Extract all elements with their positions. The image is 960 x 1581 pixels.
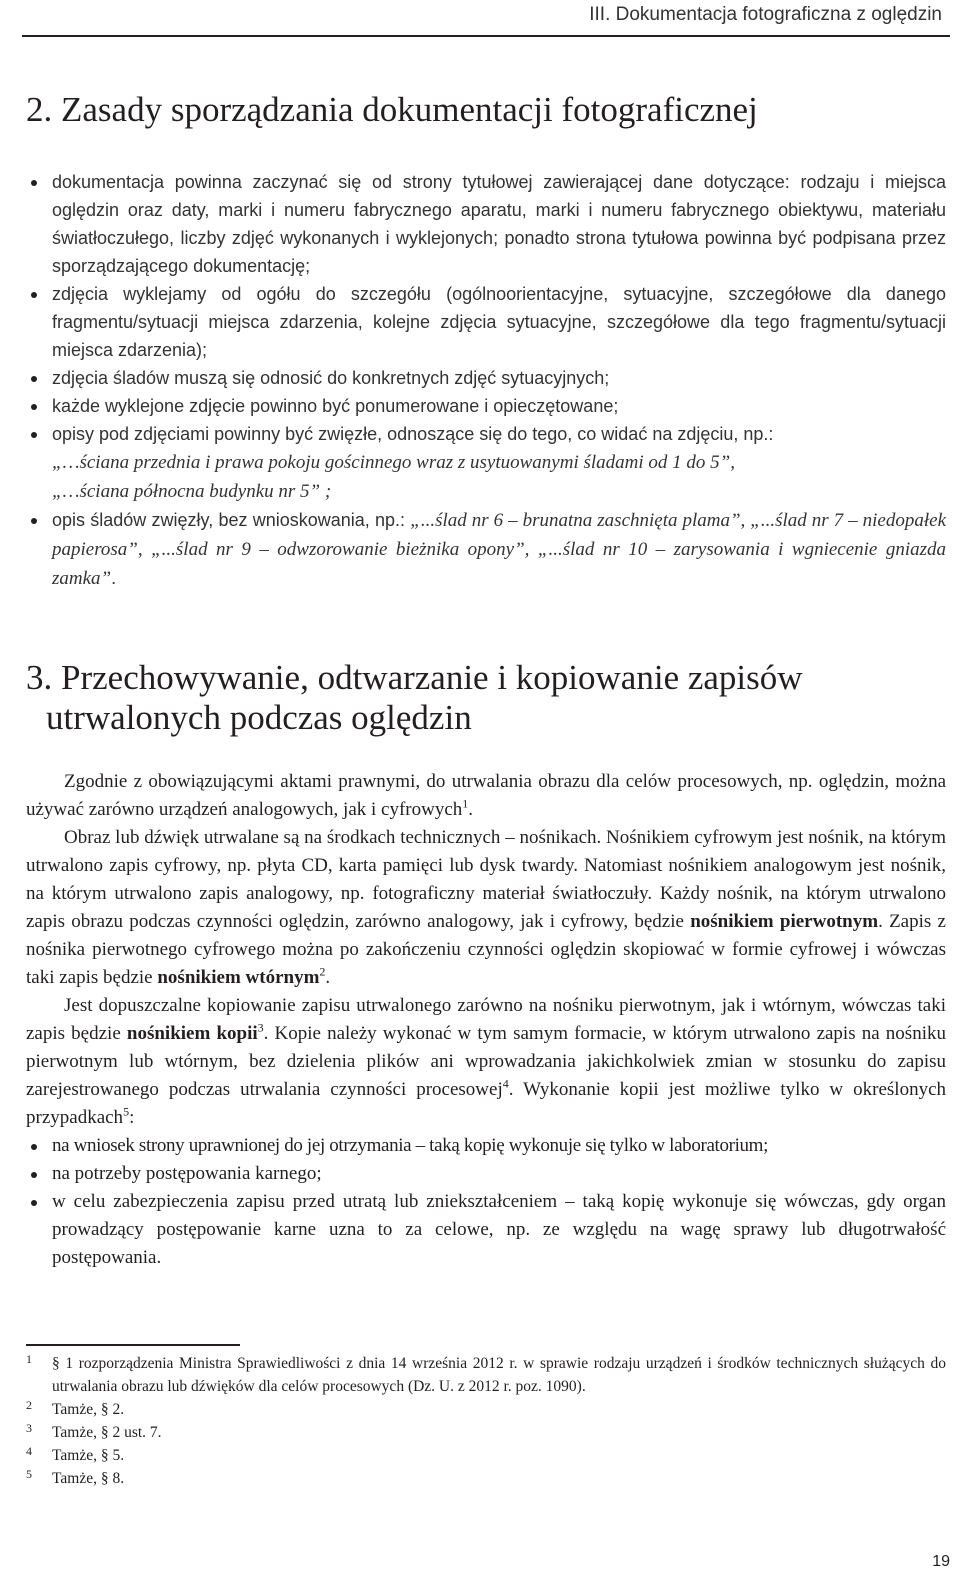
list-item	[26, 420, 946, 506]
bullet-5-lead: opisy pod zdjęciami powinny być zwięzłe, odnoszące się do tego, co widać na zdjęciu, np.:	[52, 424, 774, 444]
footnote-text: Tamże, § 8.	[52, 1470, 125, 1487]
paragraph-2-text-b: . Zapis z nośnika pierwotnego cyfrowego można po zakończeniu czynności oględzin skopiować w formie cyfrowej i wówczas taki zapis będzie	[26, 911, 946, 988]
section-3-body	[26, 768, 946, 1272]
footnote-rule	[26, 1344, 240, 1346]
paragraph-3-text-c: . Wykonanie kopii jest możliwe tylko w określonych przypadkach	[26, 1079, 947, 1128]
footnote	[26, 1421, 946, 1444]
list-item	[26, 506, 946, 593]
footnote	[26, 1444, 946, 1467]
footnote	[26, 1352, 946, 1398]
term-secondary-medium: nośnikiem wtórnym	[157, 967, 320, 988]
footnote-text: Tamże, § 5.	[52, 1447, 125, 1464]
paragraph-3-text-a: Jest dopuszczalne kopiowanie zapisu utrwalonego zarówno na nośniku pierwotnym, jak i wtórnym, wówczas taki zapis będzie	[26, 995, 946, 1044]
paragraph-3-text-b: . Kopie należy wykonać w tym samym formacie, w którym utrwalono zapis na nośniku pierwotnym lub wtórnym, bez dzielenia plików ani wprowadzania jakichkolwiek zmian w stosunku do zapisu zarejestrowanego podczas utrwalania czynności procesowej	[26, 1023, 946, 1100]
list-item: na wniosek strony uprawnionej do jej otrzymania – taką kopię wykonuje się tylko w laboratorium;	[26, 1132, 946, 1160]
footnote-ref: 5	[123, 1104, 130, 1119]
paragraph-3-end: :	[129, 1107, 135, 1128]
bullet-5-example-2: „…ściana północna budynku nr 5” ;	[52, 481, 332, 502]
footnote	[26, 1467, 946, 1490]
running-header: III. Dokumentacja fotograficzna z oględzin	[589, 4, 942, 25]
list-item: dokumentacja powinna zaczynać się od strony tytułowej zawierającej dane dotyczące: rodzaju i miejsca oględzin oraz daty, marki i numeru fabrycznego aparatu, marki i numeru fabrycznego obiektywu, materiału światłoczułego, liczby zdjęć wykonanych i wyklejonych; ponadto strona tytułowa powinna być podpisana przez sporządzającego dokumentację;	[26, 168, 946, 280]
footnote	[26, 1398, 946, 1421]
list-item: zdjęcia wyklejamy od ogółu do szczegółu (ogólnoorientacyjne, sytuacyjne, szczegółowe dla danego fragmentu/sytuacji miejsca zdarzenia, kolejne zdjęcia sytuacyjne, szczegółowe dla tego fragmentu/sytuacji miejsca zdarzenia);	[26, 280, 946, 364]
term-primary-medium: nośnikiem pierwotnym	[690, 911, 879, 932]
paragraph-3	[26, 992, 946, 1132]
term-copy-medium: nośnikiem kopii	[126, 1023, 258, 1044]
section-3-heading	[26, 658, 803, 738]
section-3-bullet-list	[26, 1132, 946, 1272]
footnote-number: 1	[26, 1352, 32, 1366]
footnote-number: 5	[26, 1467, 32, 1481]
footnote-text: Tamże, § 2.	[52, 1401, 125, 1418]
paragraph-1-text: Zgodnie z obowiązującymi aktami prawnymi, do utrwalania obrazu dla celów procesowych, np. oględzin, można używać zarówno urządzeń analogowych, jak i cyfrowych	[26, 771, 946, 820]
footnote-number: 4	[26, 1444, 32, 1458]
page-number: 19	[932, 1553, 950, 1570]
footnote-ref: 4	[502, 1076, 509, 1091]
bullet-6-lead: opis śladów zwięzły, bez wnioskowania, np.:	[52, 510, 411, 530]
footnote-text: Tamże, § 2 ust. 7.	[52, 1424, 162, 1441]
footnote-text: § 1 rozporządzenia Ministra Sprawiedliwości z dnia 14 września 2012 r. w sprawie rodzaju urządzeń i środków technicznych służących do utrwalania obrazu lub dźwięków dla celów procesowych (Dz. U. z 2012 r. poz. 1090).	[52, 1355, 946, 1395]
paragraph-2	[26, 824, 946, 992]
footnote-number: 2	[26, 1398, 32, 1412]
paragraph-2-text-a: Obraz lub dźwięk utrwalane są na środkach technicznych – nośnikach. Nośnikiem cyfrowym jest nośnik, na którym utrwalono zapis cyfrowy, np. płyta CD, karta pamięci lub dysk twardy. Natomiast nośnikiem analogowym jest nośnik, na którym utrwalono zapis analogowy, np. fotograficzny materiał światłoczuły. Każdy nośnik, na którym utrwalono zapis obrazu podczas czynności oględzin, zarówno analogowy, jak i cyfrowy, będzie	[26, 827, 946, 932]
section-3-heading-line-1: 3. Przechowywanie, odtwarzanie i kopiowanie zapisów	[26, 658, 803, 697]
section-3-heading-line-2: utrwalonych podczas oględzin	[46, 698, 472, 737]
footnote-ref: 3	[257, 1020, 264, 1035]
section-2-heading: 2. Zasady sporządzania dokumentacji fotograficznej	[26, 90, 758, 129]
bullet-6-examples: „...ślad nr 6 – brunatna zaschnięta plama”, „...ślad nr 7 – niedopałek papierosa”, „...ślad nr 9 – odwzorowanie bieżnika opony”, „...ślad nr 10 – zarysowania i wgniecenie gniazda zamka”	[52, 510, 946, 589]
paragraph-1-end: .	[468, 799, 474, 820]
footnote-number: 3	[26, 1421, 32, 1435]
section-2-body	[26, 168, 946, 593]
list-item: na potrzeby postępowania karnego;	[26, 1160, 946, 1188]
footnote-ref: 2	[319, 964, 326, 979]
list-item: zdjęcia śladów muszą się odnosić do konkretnych zdjęć sytuacyjnych;	[26, 364, 946, 392]
list-item: w celu zabezpieczenia zapisu przed utratą lub zniekształceniem – taką kopię wykonuje się wówczas, gdy organ prowadzący postępowanie karne uzna to za celowe, np. ze względu na wagę sprawy lub długotrwałość postępowania.	[26, 1188, 946, 1272]
list-item: każde wyklejone zdjęcie powinno być ponumerowane i opieczętowane;	[26, 392, 946, 420]
paragraph-1	[26, 768, 946, 824]
footnote-ref: 1	[462, 796, 469, 811]
bullet-5-example-1: „…ściana przednia i prawa pokoju gościnnego wraz z usytuowanymi śladami od 1 do 5”,	[52, 452, 735, 473]
footnotes	[26, 1352, 946, 1490]
bullet-6-end: .	[111, 568, 117, 588]
paragraph-2-end: .	[325, 967, 331, 988]
section-2-bullet-list	[26, 168, 946, 593]
header-rule	[22, 35, 950, 37]
